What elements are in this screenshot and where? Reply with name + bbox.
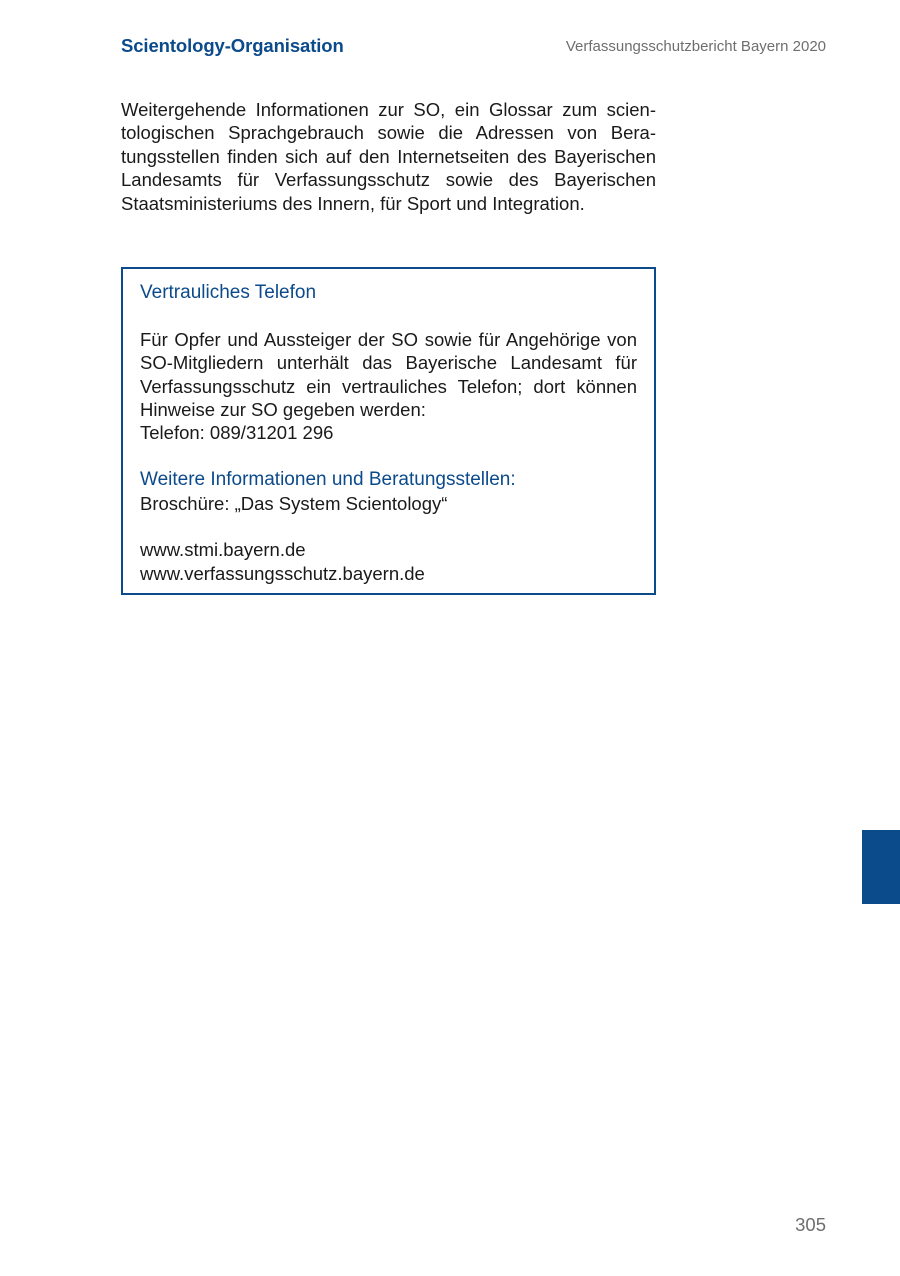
link-stmi[interactable]: www.stmi.bayern.de bbox=[140, 539, 306, 561]
brochure-title: Broschüre: „Das System Scientology“ bbox=[140, 492, 448, 514]
phone-number: Telefon: 089/31201 296 bbox=[140, 422, 334, 444]
info-box-heading: Vertrauliches Telefon bbox=[140, 282, 317, 303]
info-box-subheading: Weitere Informationen und Beratungsstellen: bbox=[140, 469, 516, 491]
link-list bbox=[140, 538, 637, 585]
intro-paragraph: Weitergehende Informationen zur SO, ein Glossar zum scientologischen Sprachgebrauch sowie die Adressen von Beratungsstellen finden sich auf den Internetseiten des Bayerischen Landesamts für Verfassungsschutz sowie des Bayerischen Staatsministeriums des Innern, für Sport und Integration. bbox=[121, 99, 656, 214]
chapter-thumb-tab bbox=[862, 830, 900, 904]
info-box-content bbox=[140, 281, 637, 585]
section-title: Scientology-Organisation bbox=[121, 35, 344, 56]
info-box-text bbox=[140, 328, 637, 445]
info-box bbox=[121, 267, 656, 595]
report-title: Verfassungsschutzbericht Bayern 2020 bbox=[565, 38, 826, 55]
link-verfassungsschutz[interactable]: www.verfassungsschutz.bayern.de bbox=[140, 562, 425, 584]
info-box-description: Für Opfer und Aussteiger der SO sowie für Angehörige von SO-Mitgliedern unterhält das Bayerische Landesamt für Verfassungsschutz ein vertrauliches Telefon; dort können Hinweise zur SO gegeben werden: bbox=[140, 328, 637, 421]
page-number: 305 bbox=[795, 1214, 826, 1235]
